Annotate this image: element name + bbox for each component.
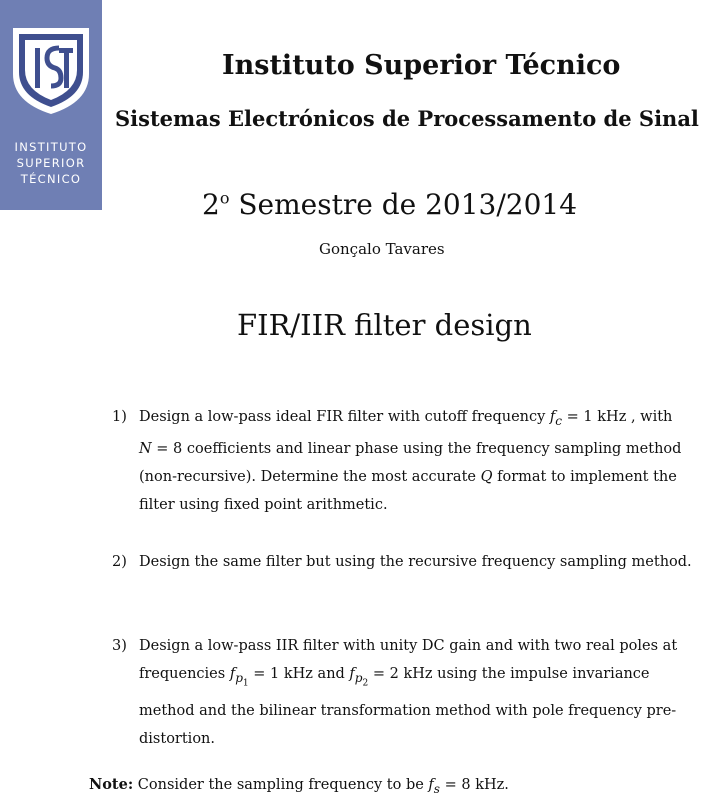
logo-line-1: INSTITUTO <box>14 140 88 154</box>
note-label: Note: <box>89 776 134 793</box>
document-title: FIR/IIR filter design <box>237 308 532 342</box>
question-number: 1) <box>112 409 127 425</box>
author: Gonçalo Tavares <box>319 240 445 258</box>
semester-number: 2 <box>202 188 220 221</box>
institution-title: Instituto Superior Técnico <box>222 50 621 81</box>
question-number: 2) <box>112 554 127 570</box>
logo-line-2: SUPERIOR <box>16 156 86 170</box>
ist-logo <box>0 0 102 210</box>
question-text: Design a low-pass IIR filter with unity DC gain and with two real poles at frequencies $f_{p_1} = 1$ kHz and $f_{p_2} = 2$ kHz using the impulse invariance method and the bilinear transformation method with pole frequency pre- distortion. <box>139 638 678 748</box>
semester-line <box>202 188 577 221</box>
question-text: Design the same filter but using the recursive frequency sampling method. <box>139 554 692 570</box>
note: Note: Consider the sampling frequency to be $f_s = 8$ kHz. <box>89 776 509 796</box>
semester-text: Semestre de 2013/2014 <box>229 188 578 221</box>
course-title: Sistemas Electrónicos de Processamento de Sinal <box>115 106 699 131</box>
logo-line-3: TÉCNICO <box>20 172 82 186</box>
question-text: Design a low-pass ideal FIR filter with cutoff frequency $f_c = 1$ kHz , with N = 8 coefficients and linear phase using the frequency sampling method (non-recursive). Determine the most accurate Q format to implement the filter using fixed point arithmetic. <box>139 409 682 513</box>
semester-ordinal: o <box>219 188 230 208</box>
question-number: 3) <box>112 638 127 654</box>
ist-shield-icon <box>11 26 91 116</box>
